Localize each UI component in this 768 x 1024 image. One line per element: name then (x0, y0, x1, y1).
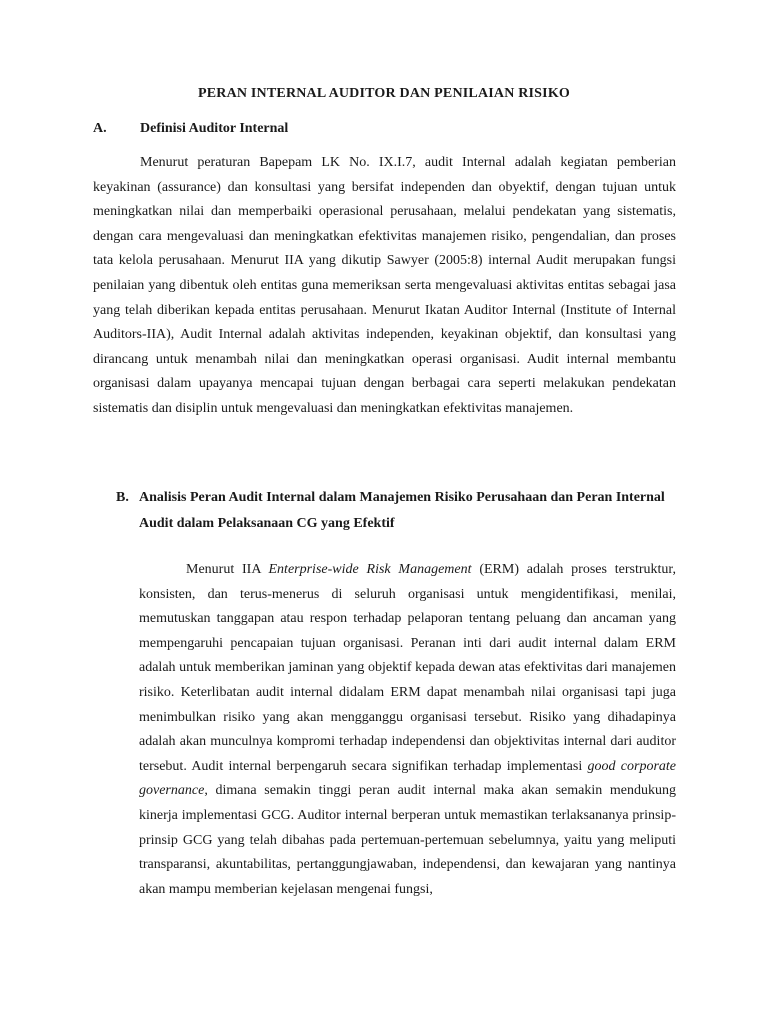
section-a-paragraph: Menurut peraturan Bapepam LK No. IX.I.7, audit Internal adalah kegiatan pemberian keyakinan (assurance) dan konsultasi yang bersifat independen dan obyektif, dengan tujuan untuk meningkatkan nilai dan memperbaiki operasional perusahaan, melalui pendekatan yang sistematis, dengan cara mengevaluasi dan meningkatkan efektivitas manajemen risiko, pengendalian, dan proses tata kelola perusahaan. Menurut IIA yang dikutip Sawyer (2005:8) internal Audit merupakan fungsi penilaian yang dibentuk oleh entitas guna memeriksan serta mengevaluasi aktivitas entitas sebagai jasa yang telah diberikan kepada entitas perusahaan. Menurut Ikatan Auditor Internal (Institute of Internal Auditors-IIA), Audit Internal adalah aktivitas independen, keyakinan objektif, dan konsultasi yang dirancang untuk menambah nilai dan meningkatkan operasi organisasi. Audit internal membantu organisasi dalam upayanya mencapai tujuan dengan berbagai cara seperti melakukan pendekatan sistematis dan disiplin untuk mengevaluasi dan meningkatkan efektivitas manajemen. (93, 155, 676, 416)
section-a-heading-text: Definisi Auditor Internal (140, 121, 289, 136)
section-b-text-1: Menurut IIA (186, 562, 269, 577)
section-b-italic-erm: Enterprise-wide Risk Management (268, 562, 472, 577)
section-b-paragraph (139, 558, 676, 958)
section-b-marker: B. (116, 490, 129, 505)
section-b-text-2: (ERM) adalah proses terstruktur, konsisten, dan terus-menerus di seluruh organisasi untuk mengidentifikasi, menilai, memutuskan tanggapan atau respon terhadap pelaporan tentang peluang dan ancaman yang mempengaruhi pencapaian tujuan organisasi. Peranan inti dari audit internal dalam ERM adalah untuk memberikan jaminan yang objektif kepada dewan atas efektivitas dari manajemen risiko. Keterlibatan audit internal didalam ERM dapat menambah nilai organisasi tapi juga menimbulkan risiko yang akan mengganggu organisasi tersebut. Risiko yang dihadapinya adalah akan munculnya kompromi terhadap independensi dan objektivitas internal dari auditor tersebut. Audit internal berpengaruh secara signifikan terhadap implementasi (139, 562, 676, 774)
section-b-italic-gcg: good corporate governance (139, 758, 676, 799)
section-b-text-3: , dimana semakin tinggi peran audit internal maka akan semakin mendukung kinerja implementasi GCG. Auditor internal berperan untuk memastikan terlaksananya prinsip-prinsip GCG yang telah dibahas pada pertemuan-pertemuan sebelumnya, yaitu yang meliputi transparansi, akuntabilitas, pertanggungjawaban, independensi, dan kewajaran yang nantinya akan mampu memberian kejelasan mengenai fungsi, (139, 783, 676, 897)
section-a-heading (93, 121, 288, 137)
section-a-marker: A. (93, 121, 107, 136)
section-b-heading (116, 485, 676, 536)
section-b-heading-text: Analisis Peran Audit Internal dalam Manajemen Risiko Perusahaan dan Peran Internal Audit dalam Pelaksanaan CG yang Efektif (139, 490, 665, 531)
document-title: PERAN INTERNAL AUDITOR DAN PENILAIAN RISIKO (197, 86, 570, 101)
